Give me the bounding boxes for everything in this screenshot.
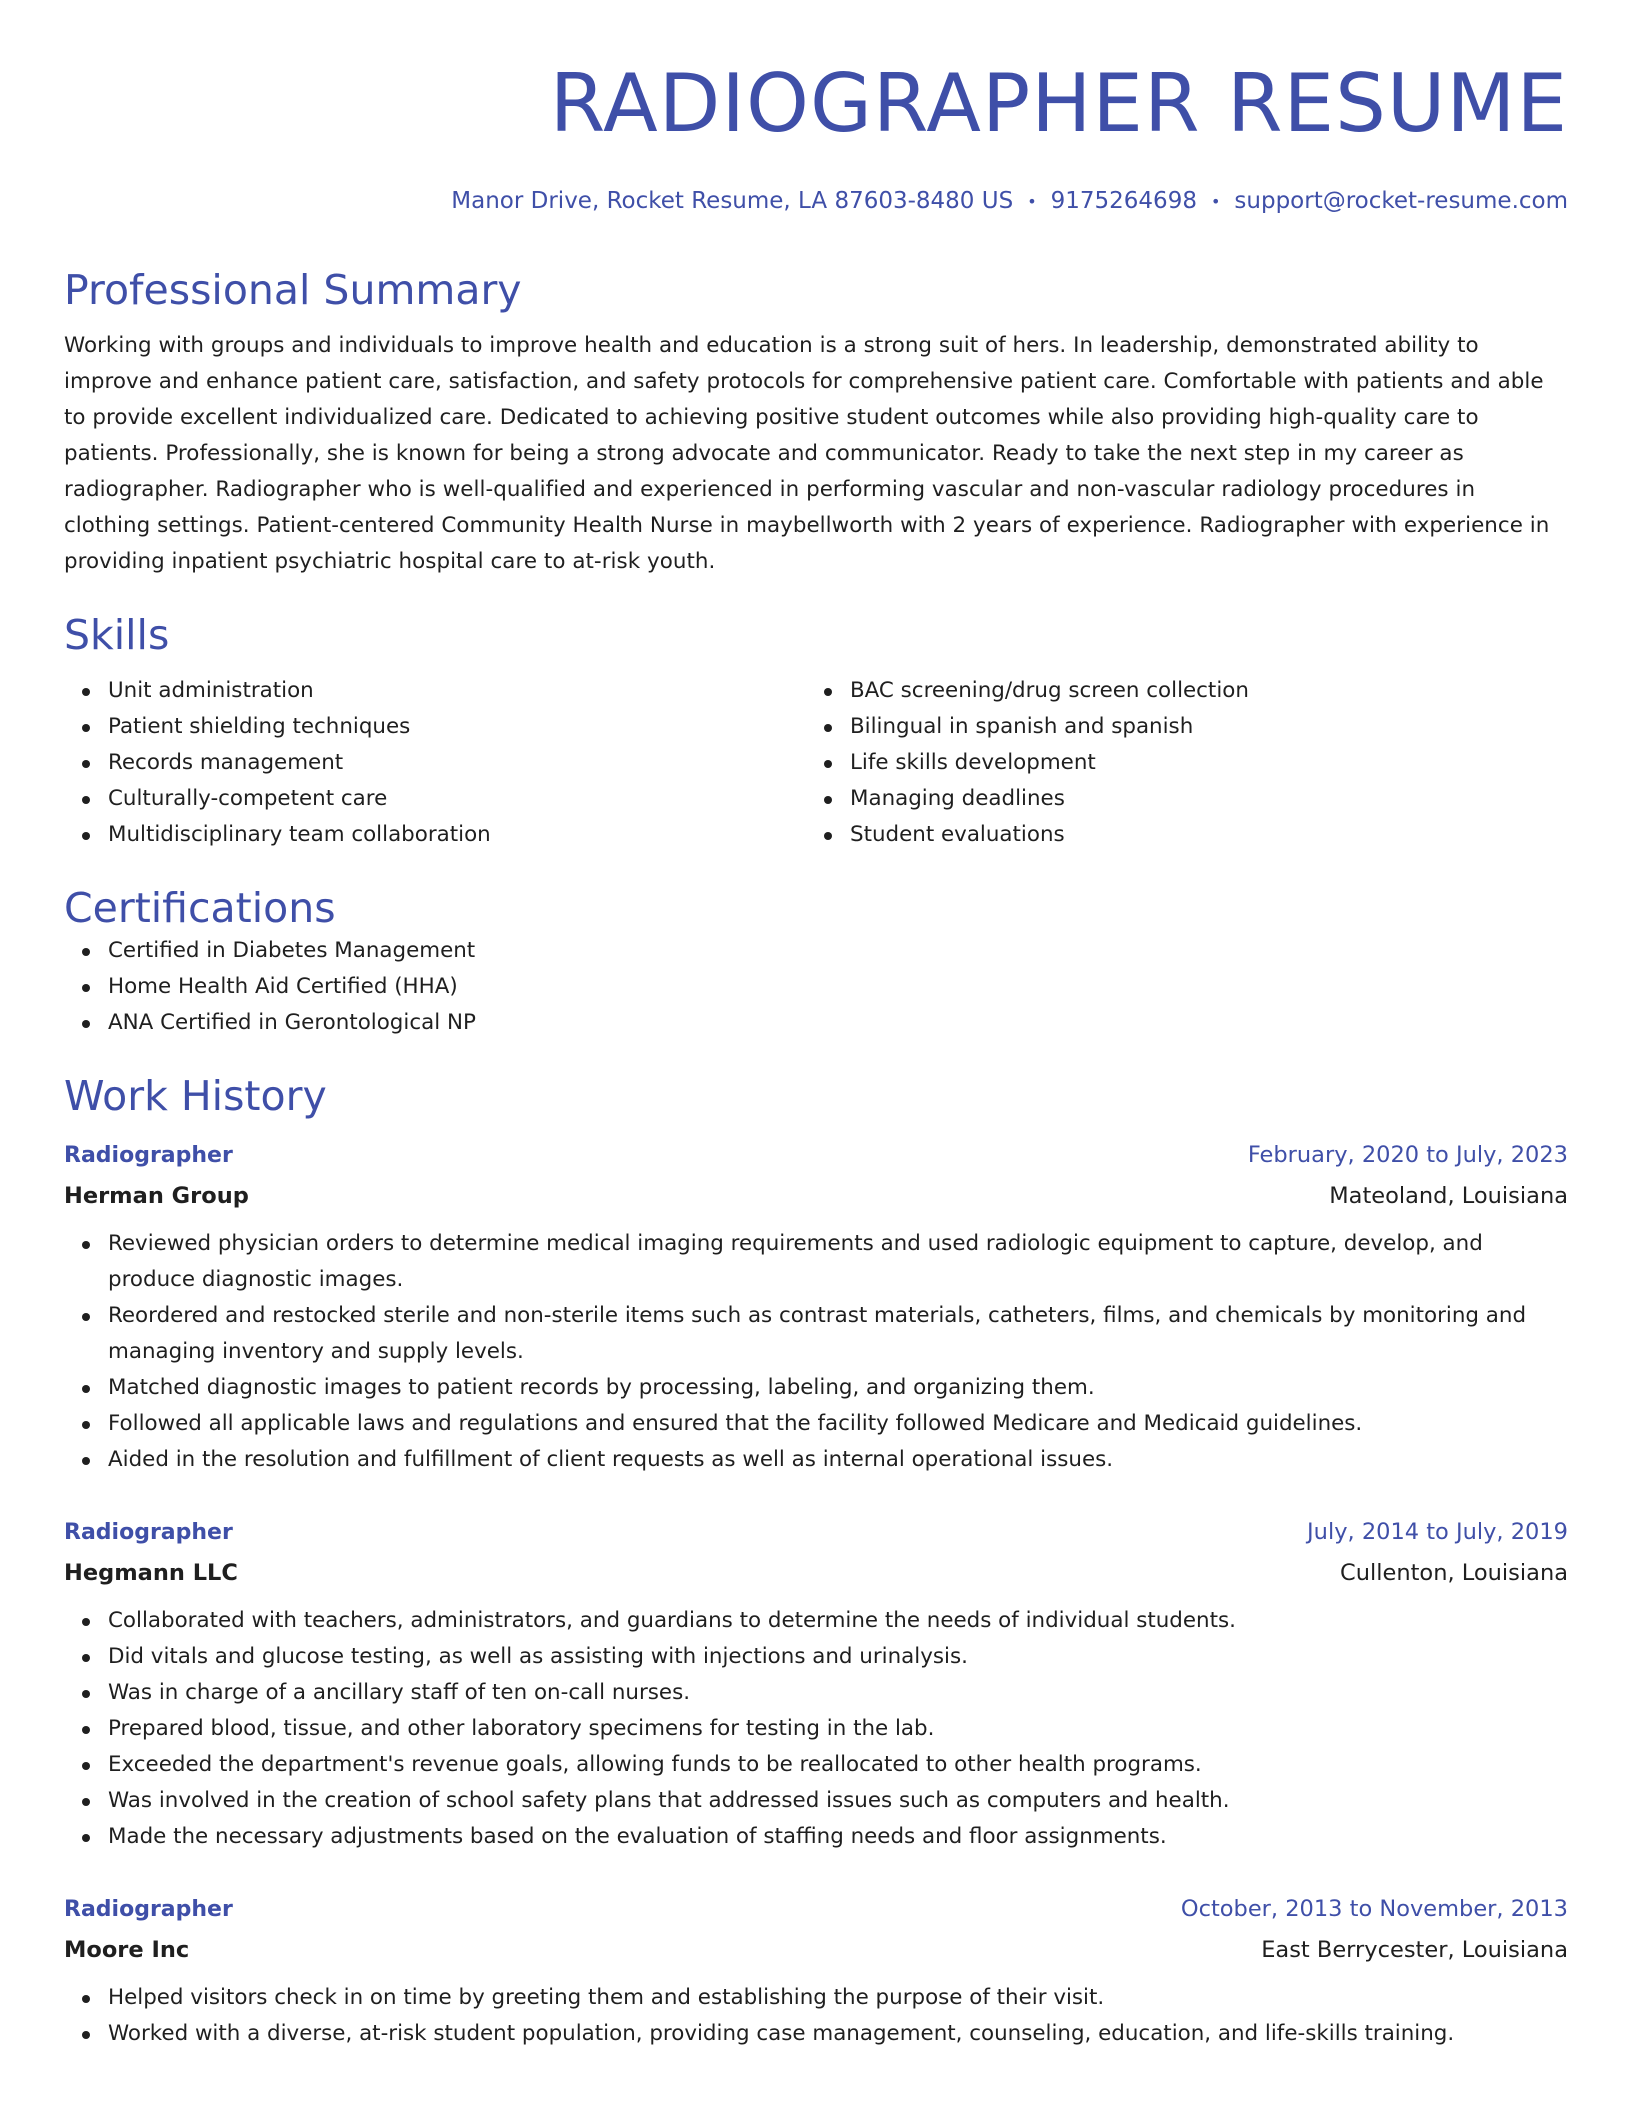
skill-item-text: Unit administration [108, 677, 314, 703]
job-bullet [64, 1226, 1568, 1298]
job-title: Radiographer [64, 1519, 233, 1545]
skill-item-text: Culturally-competent care [108, 785, 388, 811]
job-bullet-text: Followed all applicable laws and regulations and ensured that the facility followed Medicare and Medicaid guidelines. [108, 1410, 1363, 1436]
job-bullets [64, 1980, 1568, 2052]
skill-item [806, 781, 1548, 817]
bullet-icon [82, 724, 90, 732]
job-header-row [64, 1512, 1568, 1553]
bullet-icon [82, 796, 90, 804]
certifications-section [64, 883, 1568, 1041]
work-history-section [64, 1071, 1568, 2052]
certifications-list [64, 933, 1568, 1041]
job-company: Herman Group [64, 1182, 249, 1209]
jobs-list [64, 1135, 1568, 2052]
skill-item [64, 745, 806, 781]
job-bullet-text: Matched diagnostic images to patient records by processing, labeling, and organizing them. [108, 1374, 1095, 1400]
skills-column-left [64, 673, 806, 853]
bullet-icon [82, 1313, 90, 1321]
job-company-row [64, 1176, 1568, 1216]
section-title-skills: Skills [64, 610, 170, 659]
skill-item-text: Patient shielding techniques [108, 713, 411, 739]
bullet-icon [82, 1457, 90, 1465]
skill-item [64, 673, 806, 709]
job-bullet [64, 1406, 1568, 1442]
section-title-certifications: Certifications [64, 883, 336, 932]
bullet-icon [82, 1762, 90, 1770]
job-header-row [64, 1135, 1568, 1176]
bullet-icon [82, 1020, 90, 1028]
section-title-summary: Professional Summary [64, 265, 522, 314]
bullet-icon [82, 2031, 90, 2039]
job-dates: October, 2013 to November, 2013 [1180, 1895, 1568, 1922]
job-entry [64, 1512, 1568, 1855]
skill-item [806, 817, 1548, 853]
job-bullet [64, 1675, 1568, 1711]
job-title: Radiographer [64, 1142, 233, 1168]
job-bullet [64, 1639, 1568, 1675]
skill-item [806, 745, 1548, 781]
job-bullet-text: Collaborated with teachers, administrators, and guardians to determine the needs of individual students. [108, 1607, 1236, 1633]
job-bullet [64, 1980, 1568, 2016]
bullet-icon [82, 1798, 90, 1806]
skill-item-text: Records management [108, 749, 344, 775]
contact-address: Manor Drive, Rocket Resume, LA 87603-8480 US [451, 188, 1014, 214]
job-title: Radiographer [64, 1896, 233, 1922]
job-bullet-text: Aided in the resolution and fulfillment of client requests as well as internal operational issues. [108, 1446, 1114, 1472]
job-bullet [64, 2016, 1568, 2052]
job-bullet-text: Reordered and restocked sterile and non-sterile items such as contrast materials, catheters, films, and chemicals by monitoring and managing inventory and supply levels. [108, 1302, 1527, 1364]
bullet-icon [82, 1618, 90, 1626]
certification-item-text: Certified in Diabetes Management [108, 937, 476, 963]
bullet-icon [824, 760, 832, 768]
bullet-icon [82, 984, 90, 992]
contact-phone: 9175264698 [1050, 188, 1197, 214]
section-title-work-history: Work History [64, 1071, 327, 1120]
bullet-icon [82, 688, 90, 696]
skill-item [64, 781, 806, 817]
skill-item [64, 709, 806, 745]
job-location: East Berrycester, Louisiana [1261, 1936, 1568, 1963]
skill-item-text: Life skills development [850, 749, 1096, 775]
skill-item [806, 709, 1548, 745]
contact-email: support@rocket-resume.com [1234, 188, 1568, 214]
skill-item-text: Bilingual in spanish and spanish [850, 713, 1194, 739]
bullet-icon [82, 760, 90, 768]
contact-separator: • [1027, 191, 1037, 211]
bullet-icon [82, 1995, 90, 2003]
bullet-icon [82, 1690, 90, 1698]
skill-item-text: BAC screening/drug screen collection [850, 677, 1249, 703]
job-company-row [64, 1930, 1568, 1970]
skill-item [806, 673, 1548, 709]
resume-title: RADIOGRAPHER RESUME [549, 57, 1568, 150]
job-bullet [64, 1819, 1568, 1855]
bullet-icon [82, 832, 90, 840]
job-company: Moore Inc [64, 1936, 190, 1963]
job-bullet-text: Did vitals and glucose testing, as well as assisting with injections and urinalysis. [108, 1643, 968, 1669]
job-bullet [64, 1711, 1568, 1747]
skill-item-text: Student evaluations [850, 821, 1065, 847]
contact-line [64, 186, 1568, 217]
certification-item [64, 1005, 1568, 1041]
job-bullet-text: Prepared blood, tissue, and other laboratory specimens for testing in the lab. [108, 1715, 935, 1741]
certification-item [64, 933, 1568, 969]
certification-item-text: ANA Certified in Gerontological NP [108, 1009, 476, 1035]
job-bullets [64, 1226, 1568, 1478]
bullet-icon [82, 1834, 90, 1842]
skills-section [64, 610, 1568, 853]
skill-item-text: Managing deadlines [850, 785, 1065, 811]
bullet-icon [824, 832, 832, 840]
job-bullet-text: Was in charge of a ancillary staff of ten on-call nurses. [108, 1679, 691, 1705]
skill-item [64, 817, 806, 853]
job-location: Cullenton, Louisiana [1340, 1559, 1568, 1586]
job-bullet-text: Helped visitors check in on time by greeting them and establishing the purpose of their visit. [108, 1984, 1105, 2010]
job-location: Mateoland, Louisiana [1329, 1182, 1568, 1209]
bullet-icon [824, 688, 832, 696]
job-entry [64, 1889, 1568, 2052]
job-dates: July, 2014 to July, 2019 [1307, 1518, 1568, 1545]
skills-grid [64, 673, 1568, 853]
job-bullet-text: Worked with a diverse, at-risk student population, providing case management, counseling, education, and life-skills training. [108, 2020, 1455, 2046]
job-entry [64, 1135, 1568, 1478]
summary-text: Working with groups and individuals to improve health and education is a strong suit of hers. In leadership, demonstrated ability to improve and enhance patient care, satisfaction, and safety protocols for comprehensive patient care. Comfortable with patients and able to provide excellent individualized care. Dedicated to achieving positive student outcomes while also providing high-quality care to patients. Professionally, she is known for being a strong advocate and communicator. Ready to take the next step in my career as radiographer. Radiographer who is well-qualified and experienced in performing vascular and non-vascular radiology procedures in clothing settings. Patient-centered Community Health Nurse in maybellworth with 2 years of experience. Radiographer with experience in providing inpatient psychiatric hospital care to at-risk youth. [64, 332, 1550, 574]
bullet-icon [824, 724, 832, 732]
bullet-icon [82, 1726, 90, 1734]
bullet-icon [82, 1241, 90, 1249]
job-bullet [64, 1603, 1568, 1639]
job-bullet [64, 1747, 1568, 1783]
job-bullet-text: Made the necessary adjustments based on the evaluation of staffing needs and floor assignments. [108, 1823, 1167, 1849]
job-bullet [64, 1442, 1568, 1478]
certification-item-text: Home Health Aid Certified (HHA) [108, 973, 458, 999]
job-company: Hegmann LLC [64, 1559, 238, 1586]
job-bullet-text: Was involved in the creation of school safety plans that addressed issues such as computers and health. [108, 1787, 1230, 1813]
job-bullet-text: Exceeded the department's revenue goals, allowing funds to be reallocated to other health programs. [108, 1751, 1202, 1777]
skills-column-right [806, 673, 1548, 853]
certification-item [64, 969, 1568, 1005]
job-bullet [64, 1298, 1568, 1370]
job-bullet [64, 1370, 1568, 1406]
job-bullets [64, 1603, 1568, 1855]
job-bullet-text: Reviewed physician orders to determine medical imaging requirements and used radiologic equipment to capture, develop, and produce diagnostic images. [108, 1230, 1483, 1292]
bullet-icon [82, 1654, 90, 1662]
bullet-icon [82, 1421, 90, 1429]
bullet-icon [82, 948, 90, 956]
bullet-icon [824, 796, 832, 804]
job-header-row [64, 1889, 1568, 1930]
bullet-icon [82, 1385, 90, 1393]
job-dates: February, 2020 to July, 2023 [1247, 1141, 1568, 1168]
skill-item-text: Multidisciplinary team collaboration [108, 821, 491, 847]
job-bullet [64, 1783, 1568, 1819]
job-company-row [64, 1553, 1568, 1593]
contact-separator: • [1210, 191, 1221, 211]
